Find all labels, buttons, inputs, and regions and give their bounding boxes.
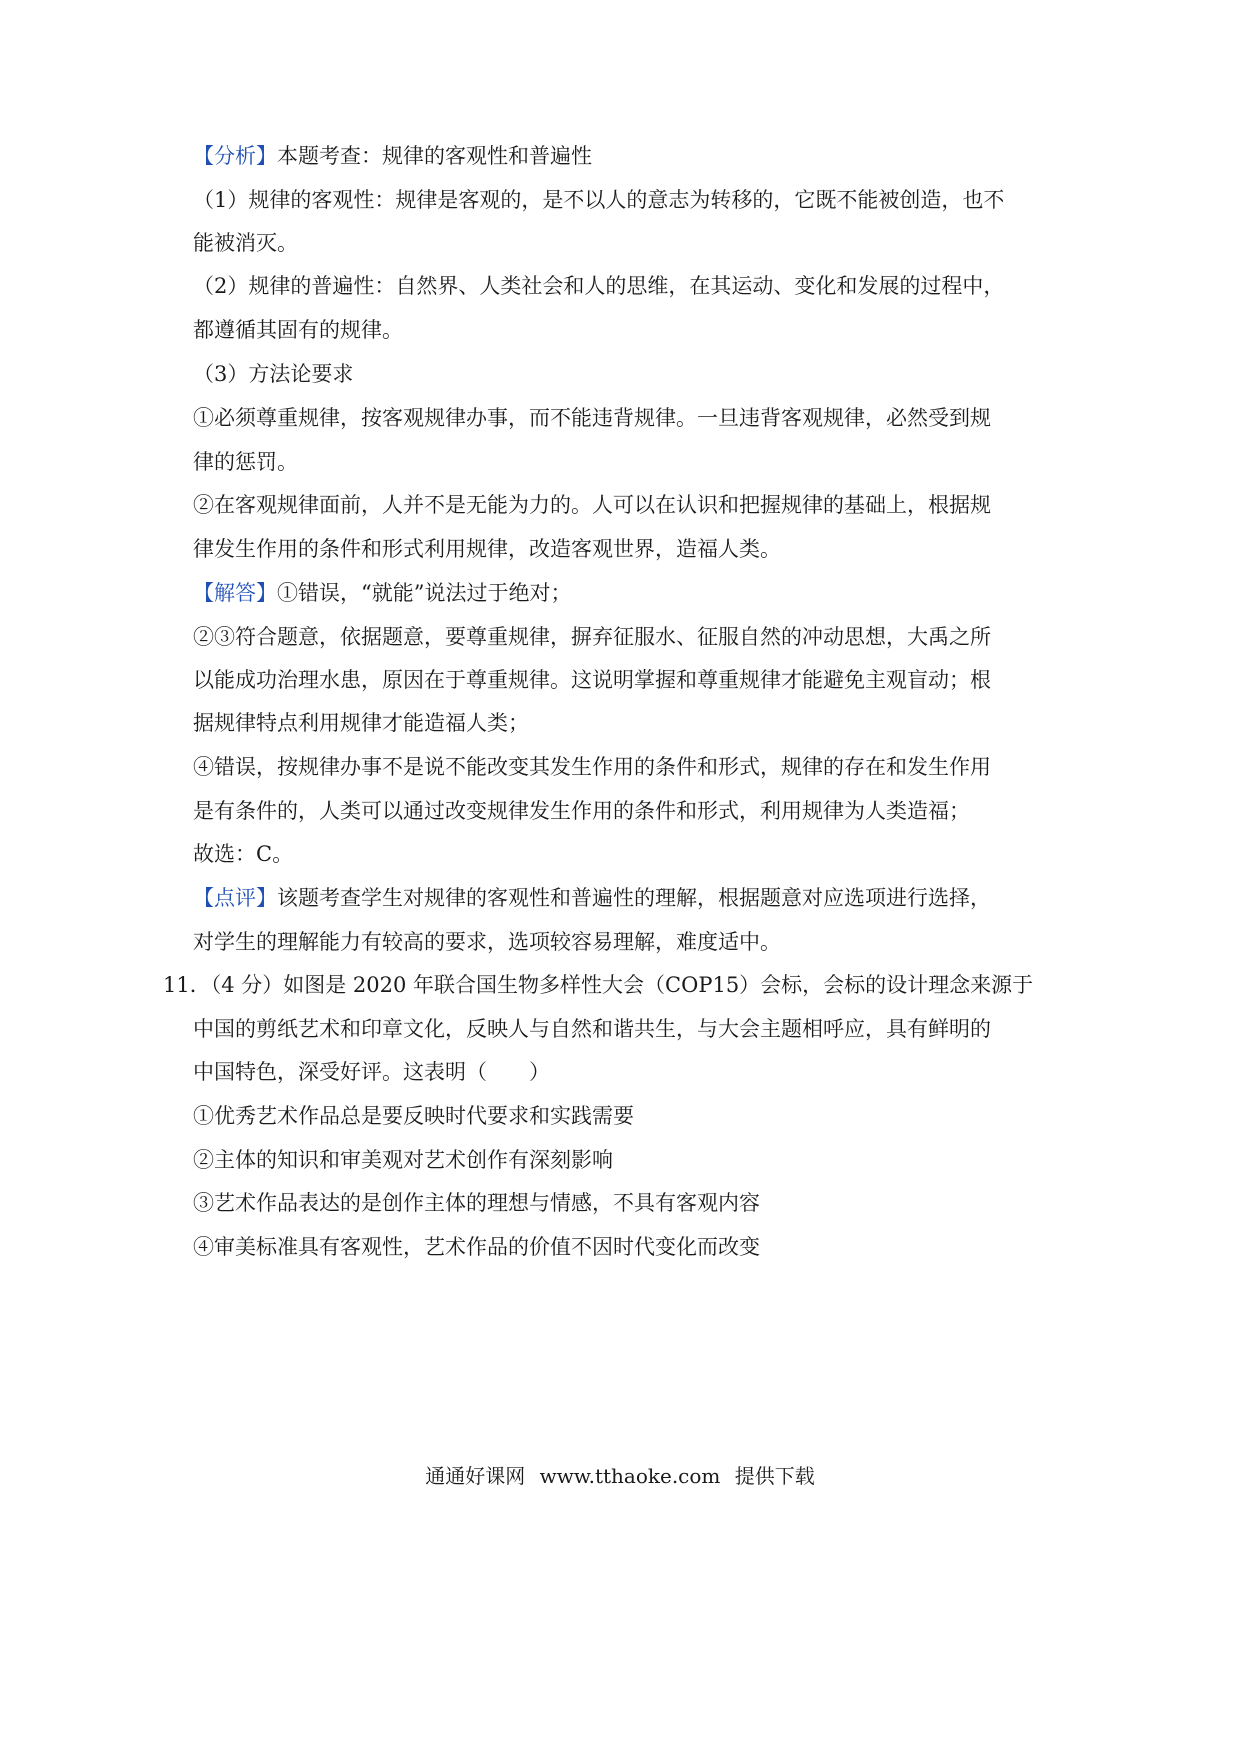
question-11-option: ④审美标准具有客观性，艺术作品的价值不因时代变化而改变 [193, 1235, 760, 1259]
analysis-tag: 【分析】 [193, 144, 277, 168]
answer-choice: 故选：C。 [193, 842, 294, 866]
answer-intro: ①错误，“就能”说法过于绝对； [277, 581, 572, 605]
answer-line: 是有条件的，人类可以通过改变规律发生作用的条件和形式，利用规律为人类造福； [193, 799, 970, 823]
answer-line: 以能成功治理水患，原因在于尊重规律。这说明掌握和尊重规律才能避免主观盲动；根 [193, 668, 991, 692]
question-11-option: ③艺术作品表达的是创作主体的理想与情感，不具有客观内容 [193, 1191, 760, 1215]
analysis-line: 能被消灭。 [193, 231, 298, 255]
footer-site-name: 通通好课网 [425, 1464, 526, 1488]
comment-line: 对学生的理解能力有较高的要求，选项较容易理解，难度适中。 [193, 930, 781, 954]
footer-note: 提供下载 [734, 1464, 815, 1488]
comment-intro: 该题考查学生对规律的客观性和普遍性的理解，根据题意对应选项进行选择， [277, 886, 991, 910]
analysis-line: ②在客观规律面前，人并不是无能为力的。人可以在认识和把握规律的基础上，根据规 [193, 493, 991, 517]
comment-heading [193, 884, 991, 912]
question-11-stem: 11．（4 分）如图是 2020 年联合国生物多样性大会（COP15）会标，会标的设计理念来源于 [163, 973, 1034, 997]
question-11-line: 中国特色，深受好评。这表明（ ） [193, 1060, 550, 1084]
analysis-intro: 本题考查：规律的客观性和普遍性 [277, 144, 592, 168]
answer-line: ②③符合题意，依据题意，要尊重规律，摒弃征服水、征服自然的冲动思想，大禹之所 [193, 625, 991, 649]
answer-line: ④错误，按规律办事不是说不能改变其发生作用的条件和形式，规律的存在和发生作用 [193, 755, 991, 779]
question-11-option: ②主体的知识和审美观对艺术创作有深刻影响 [193, 1148, 613, 1172]
answer-heading [193, 579, 571, 607]
comment-tag: 【点评】 [193, 886, 277, 910]
analysis-line: ①必须尊重规律，按客观规律办事，而不能违背规律。一旦违背客观规律，必然受到规 [193, 406, 991, 430]
answer-line: 据规律特点利用规律才能造福人类； [193, 711, 529, 735]
analysis-line: （3）方法论要求 [193, 362, 354, 386]
analysis-line: 律发生作用的条件和形式利用规律，改造客观世界，造福人类。 [193, 537, 781, 561]
analysis-line: （1）规律的客观性：规律是客观的，是不以人的意志为转移的，它既不能被创造，也不 [193, 188, 1005, 212]
question-11-line: 中国的剪纸艺术和印章文化，反映人与自然和谐共生，与大会主题相呼应，具有鲜明的 [193, 1017, 991, 1041]
page-footer [0, 1462, 1240, 1490]
analysis-line: 律的惩罚。 [193, 450, 298, 474]
footer-url[interactable]: www.tthaoke.com [539, 1464, 721, 1488]
analysis-line: 都遵循其固有的规律。 [193, 318, 403, 342]
analysis-line: （2）规律的普遍性：自然界、人类社会和人的思维，在其运动、变化和发展的过程中， [193, 274, 1005, 298]
answer-tag: 【解答】 [193, 581, 277, 605]
analysis-heading [193, 142, 592, 170]
question-11-option: ①优秀艺术作品总是要反映时代要求和实践需要 [193, 1104, 634, 1128]
